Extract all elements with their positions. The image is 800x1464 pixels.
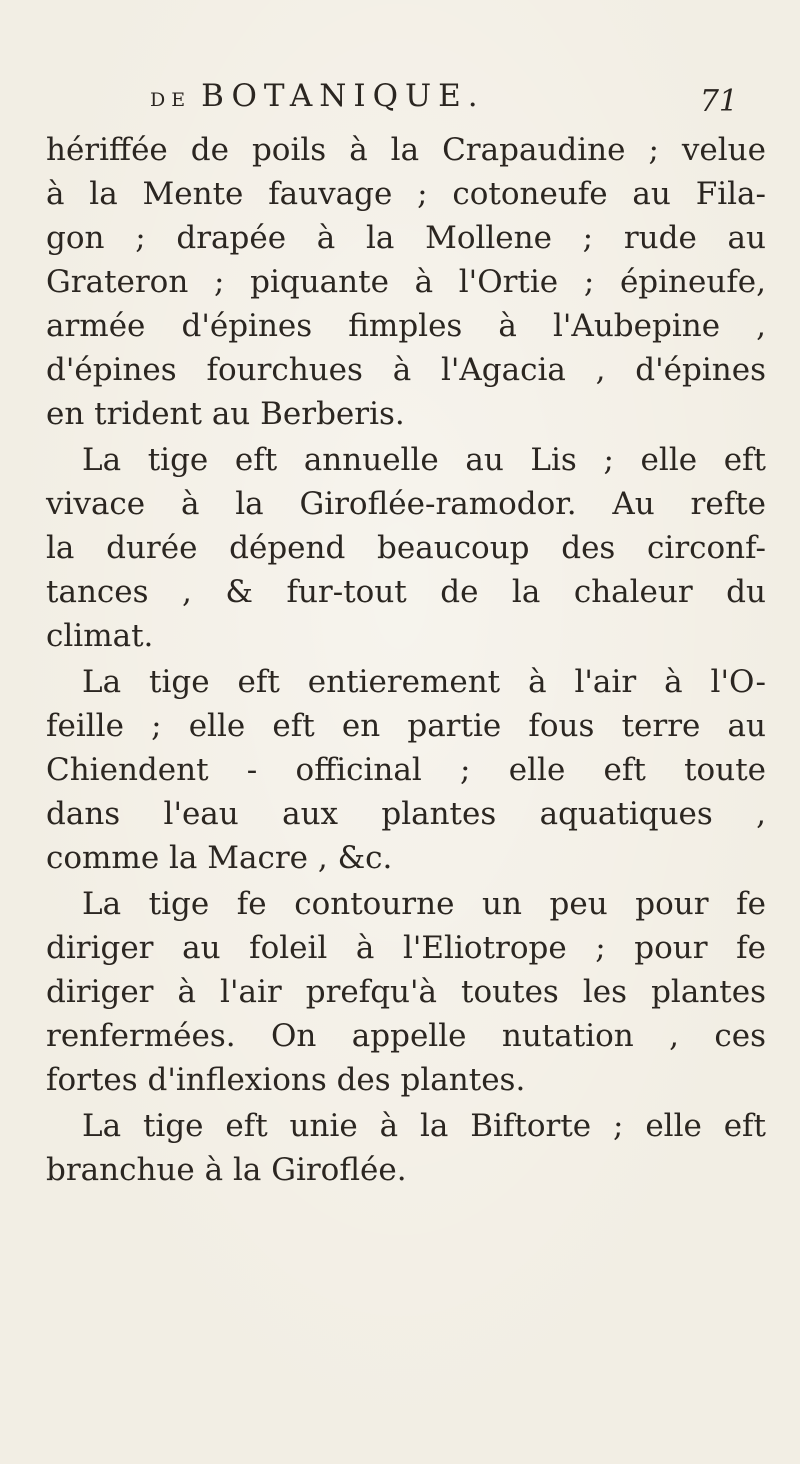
text-line: diriger à l'air prefqu'à toutes les plantes <box>46 974 766 1010</box>
text-line: feille ; elle eft en partie fous terre au <box>46 708 766 744</box>
paragraph <box>46 660 766 880</box>
text-line: comme la Macre , &c. <box>46 840 393 876</box>
text-line: vivace à la Giroflée-ramodor. Au refte <box>46 486 766 522</box>
text-line: la durée dépend beaucoup des circonf- <box>46 530 766 566</box>
running-title <box>150 78 485 114</box>
text-line: armée d'épines fimples à l'Aubepine , <box>46 308 766 344</box>
text-line: tances , & fur-tout de la chaleur du <box>46 574 766 610</box>
text-line: fortes d'inflexions des plantes. <box>46 1062 526 1098</box>
paragraph <box>46 882 766 1102</box>
text-line: branchue à la Giroflée. <box>46 1152 407 1188</box>
paragraph <box>46 1104 766 1192</box>
running-title-prefix: DE <box>150 89 192 111</box>
text-line: gon ; drapée à la Mollene ; rude au <box>46 220 766 256</box>
text-line: La tige eft unie à la Biftorte ; elle eft <box>82 1108 766 1144</box>
page-number: 71 <box>699 84 738 119</box>
paragraph <box>46 438 766 658</box>
running-title-text: BOTANIQUE. <box>201 78 485 114</box>
text-line: à la Mente fauvage ; cotoneufe au Fila- <box>46 176 766 212</box>
text-line: renfermées. On appelle nutation , ces <box>46 1018 766 1054</box>
text-line: en trident au Berberis. <box>46 396 405 432</box>
text-line: d'épines fourchues à l'Agacia , d'épines <box>46 352 766 388</box>
text-line: diriger au foleil à l'Eliotrope ; pour fe <box>46 930 766 966</box>
text-line: La tige eft annuelle au Lis ; elle eft <box>82 442 766 478</box>
body-text <box>46 128 766 1192</box>
text-line: hériffée de poils à la Crapaudine ; velue <box>46 132 766 168</box>
text-line: Chiendent - officinal ; elle eft toute <box>46 752 766 788</box>
text-line: La tige fe contourne un peu pour fe <box>82 886 766 922</box>
text-line: Grateron ; piquante à l'Ortie ; épineufe, <box>46 264 766 300</box>
text-line: climat. <box>46 618 154 654</box>
text-line: dans l'eau aux plantes aquatiques , <box>46 796 766 832</box>
running-head <box>0 78 800 118</box>
paragraph <box>46 128 766 436</box>
text-line: La tige eft entierement à l'air à l'O- <box>82 664 766 700</box>
